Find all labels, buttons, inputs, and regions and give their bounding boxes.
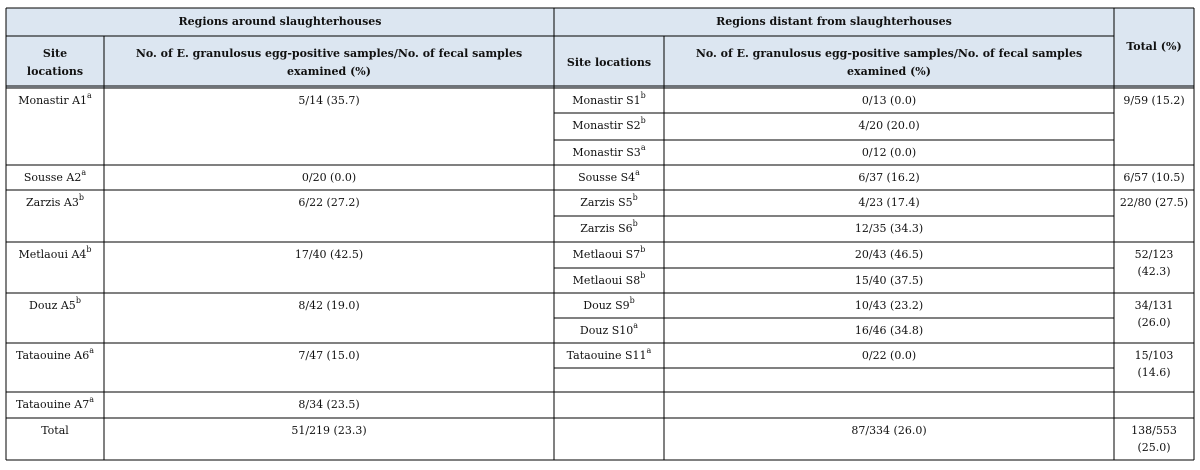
- around-site-1: Sousse A2$^a$: [23, 168, 87, 184]
- around-site-3: Metlaoui A4$^b$: [18, 245, 92, 261]
- total-line1-7: 138/553: [1131, 424, 1177, 437]
- total-line1-3: 52/123: [1134, 248, 1174, 261]
- header-site-locations-around-line2: locations: [26, 65, 84, 78]
- around-value-0: 5/14 (35.7): [298, 94, 360, 107]
- around-site-0: Monastir A1$^a$: [18, 91, 92, 107]
- around-value-6: 8/34 (23.5): [298, 398, 360, 411]
- distant-value-2: 0/12 (0.0): [861, 146, 917, 159]
- distant-value-7: 15/40 (37.5): [854, 274, 924, 287]
- total-line1-1: 6/57 (10.5): [1123, 171, 1185, 184]
- distant-value-0: 0/13 (0.0): [861, 94, 917, 107]
- distant-value-4: 4/23 (17.4): [858, 196, 920, 209]
- distant-site-6: Metlaoui S7$^b$: [572, 245, 646, 261]
- total-line2-5: (14.6): [1137, 366, 1171, 379]
- distant-site-1: Monastir S2$^b$: [572, 116, 646, 132]
- header-positive-around-line2: examined (%): [287, 65, 371, 78]
- distant-site-5: Zarzis S6$^b$: [580, 219, 638, 235]
- header-positive-around-line1: No. of E. granulosus egg-positive samples/No. of fecal samples: [135, 47, 523, 60]
- distant-site-7: Metlaoui S8$^b$: [572, 271, 646, 287]
- distant-value-10: 0/22 (0.0): [861, 349, 917, 362]
- distant-value-8: 10/43 (23.2): [854, 299, 924, 312]
- total-line1-2: 22/80 (27.5): [1119, 196, 1189, 209]
- distant-value-9: 16/46 (34.8): [854, 324, 924, 337]
- distant-value-1: 4/20 (20.0): [858, 119, 920, 132]
- distant-site-0: Monastir S1$^b$: [572, 91, 646, 107]
- distant-value-3: 6/37 (16.2): [858, 171, 920, 184]
- group-header-around: Regions around slaughterhouses: [178, 15, 382, 28]
- total-line1-0: 9/59 (15.2): [1123, 94, 1185, 107]
- around-site-7: Total: [41, 424, 69, 437]
- header-positive-distant-line1: No. of E. granulosus egg-positive samples/No. of fecal samples: [695, 47, 1083, 60]
- total-line2-7: (25.0): [1137, 441, 1171, 454]
- distant-value-5: 12/35 (34.3): [854, 222, 924, 235]
- header-positive-distant-line2: examined (%): [847, 65, 931, 78]
- around-site-4: Douz A5$^b$: [29, 296, 81, 312]
- distant-site-4: Zarzis S5$^b$: [580, 193, 638, 209]
- header-total: Total (%): [1126, 40, 1182, 53]
- distant-value-6: 20/43 (46.5): [854, 248, 924, 261]
- distant-site-3: Sousse S4$^a$: [578, 168, 640, 184]
- header-site-locations-around-line1: Site: [42, 47, 68, 60]
- around-site-5: Tataouine A6$^a$: [15, 346, 95, 362]
- around-value-1: 0/20 (0.0): [301, 171, 357, 184]
- around-value-2: 6/22 (27.2): [298, 196, 360, 209]
- distant-site-10: Tataouine S11$^a$: [566, 346, 652, 362]
- distant-site-9: Douz S10$^a$: [579, 321, 639, 337]
- total-line2-3: (42.3): [1137, 265, 1171, 278]
- total-line1-4: 34/131: [1134, 299, 1174, 312]
- around-value-7: 51/219 (23.3): [291, 424, 367, 437]
- total-line1-5: 15/103: [1134, 349, 1174, 362]
- around-site-6: Tataouine A7$^a$: [15, 395, 95, 411]
- distant-value-11: 87/334 (26.0): [851, 424, 927, 437]
- header-site-locations-distant: Site locations: [566, 56, 652, 69]
- around-value-5: 7/47 (15.0): [298, 349, 360, 362]
- total-line2-4: (26.0): [1137, 316, 1171, 329]
- around-value-3: 17/40 (42.5): [294, 248, 364, 261]
- around-value-4: 8/42 (19.0): [298, 299, 360, 312]
- distant-site-2: Monastir S3$^a$: [572, 143, 646, 159]
- around-site-2: Zarzis A3$^b$: [26, 193, 84, 209]
- group-header-distant: Regions distant from slaughterhouses: [716, 15, 952, 28]
- distant-site-8: Douz S9$^b$: [583, 296, 635, 312]
